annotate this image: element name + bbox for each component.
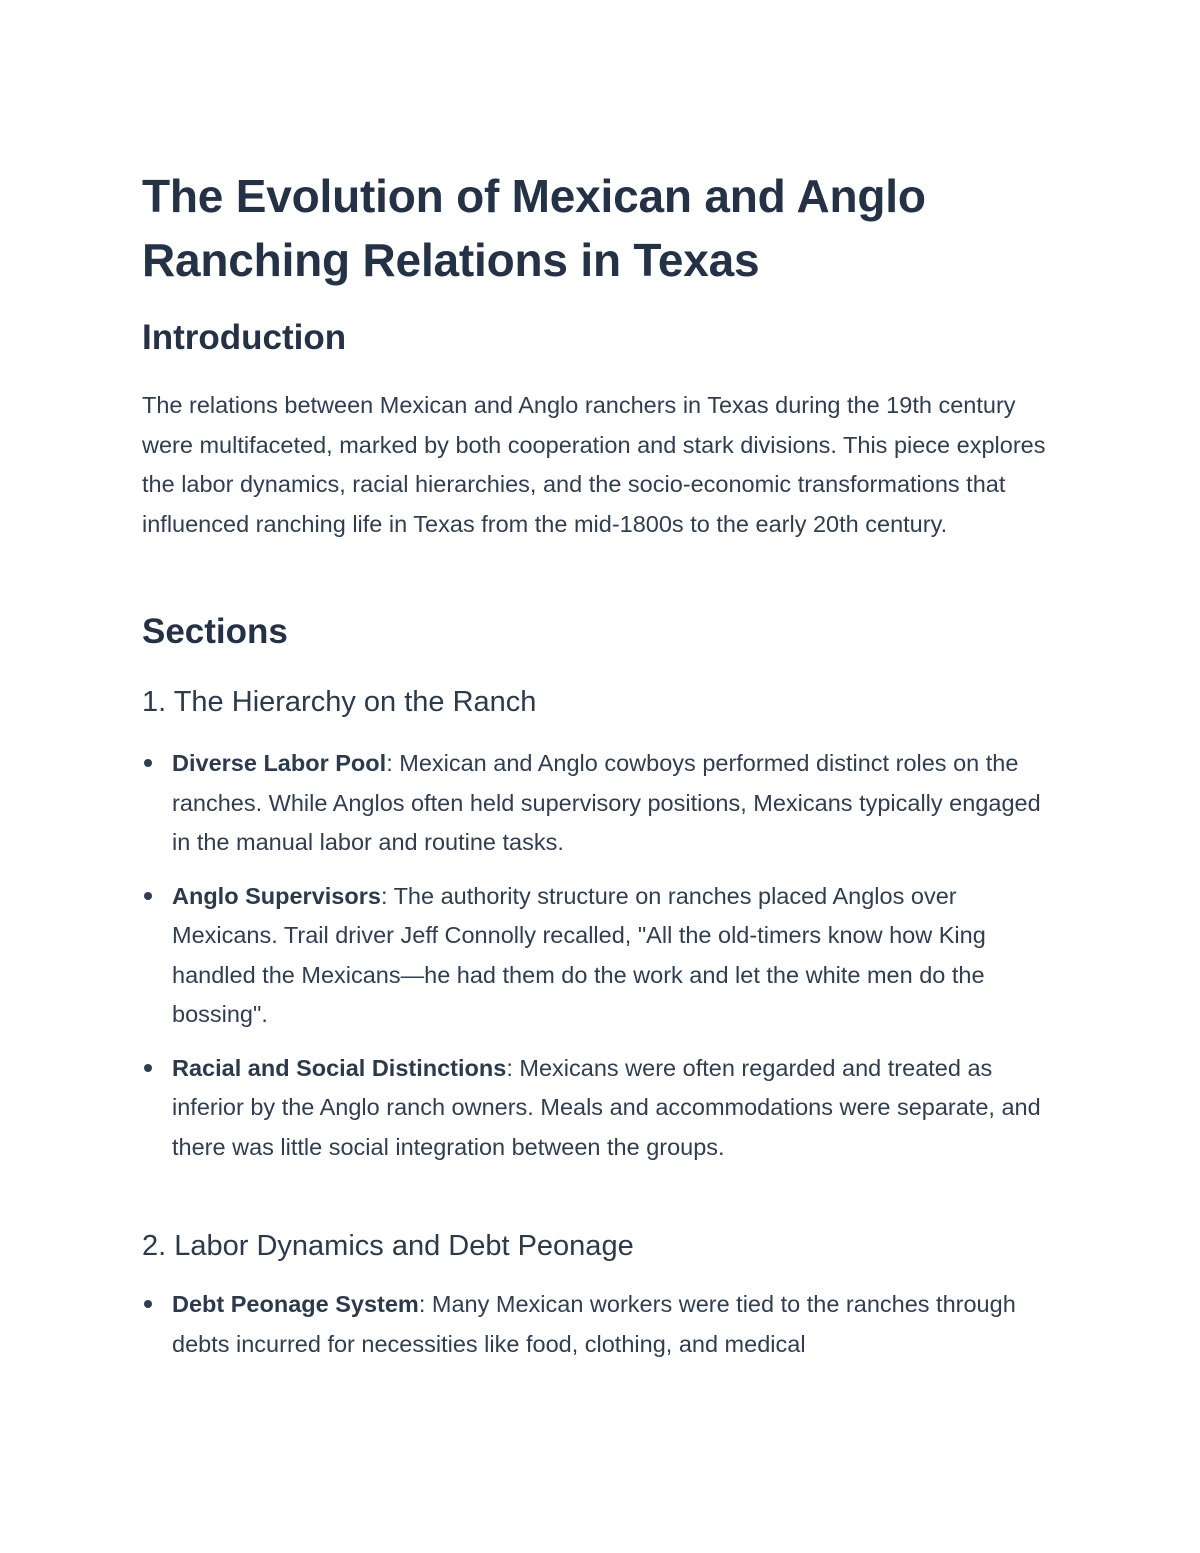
list-item [142,1285,1042,1364]
introduction-heading: Introduction [142,318,347,357]
list-item-text: : Many Mexican workers were tied to the ranches through debts incurred for necessities like food, clothing, and medical [172,1291,1016,1357]
list-item [142,877,1042,1035]
bullet-icon [144,1064,152,1072]
list-item [142,1049,1042,1168]
section-1-heading: 1. The Hierarchy on the Ranch [142,686,537,718]
list-item-label: Racial and Social Distinctions [172,1054,507,1081]
section-2-heading: 2. Labor Dynamics and Debt Peonage [142,1230,634,1262]
bullet-icon [144,892,152,900]
list-item-text: : Mexican and Anglo cowboys performed distinct roles on the ranches. While Anglos often held supervisory positions, Mexicans typically engaged in the manual labor and routine tasks. [172,750,1041,855]
document-title: The Evolution of Mexican and Anglo Ranching Relations in Texas [142,170,926,286]
list-item-label: Anglo Supervisors [172,882,381,909]
sections-heading: Sections [142,612,288,651]
list-item [142,744,1042,863]
section-1-list [142,744,1042,1181]
list-item-text: : Mexicans were often regarded and treated as inferior by the Anglo ranch owners. Meals and accommodations were separate, and there was little social integration between the groups. [172,1054,1041,1160]
bullet-icon [144,1300,152,1308]
section-2-list [142,1285,1042,1378]
list-item-label: Diverse Labor Pool [172,750,387,776]
bullet-icon [144,759,152,767]
list-item-label: Debt Peonage System [172,1291,419,1317]
introduction-paragraph: The relations between Mexican and Anglo ranchers in Texas during the 19th century were multifaceted, marked by both cooperation and stark divisions. This piece explores the labor dynamics, racial hierarchies, and the socio-economic transformations that influenced ranching life in Texas from the mid-1800s to the early 20th century. [142,392,1046,537]
list-item-text: : The authority structure on ranches placed Anglos over Mexicans. Trail driver Jeff Connolly recalled, "All the old-timers know how King handled the Mexicans—he had them do the work and let the white men do the bossing". [172,882,986,1027]
